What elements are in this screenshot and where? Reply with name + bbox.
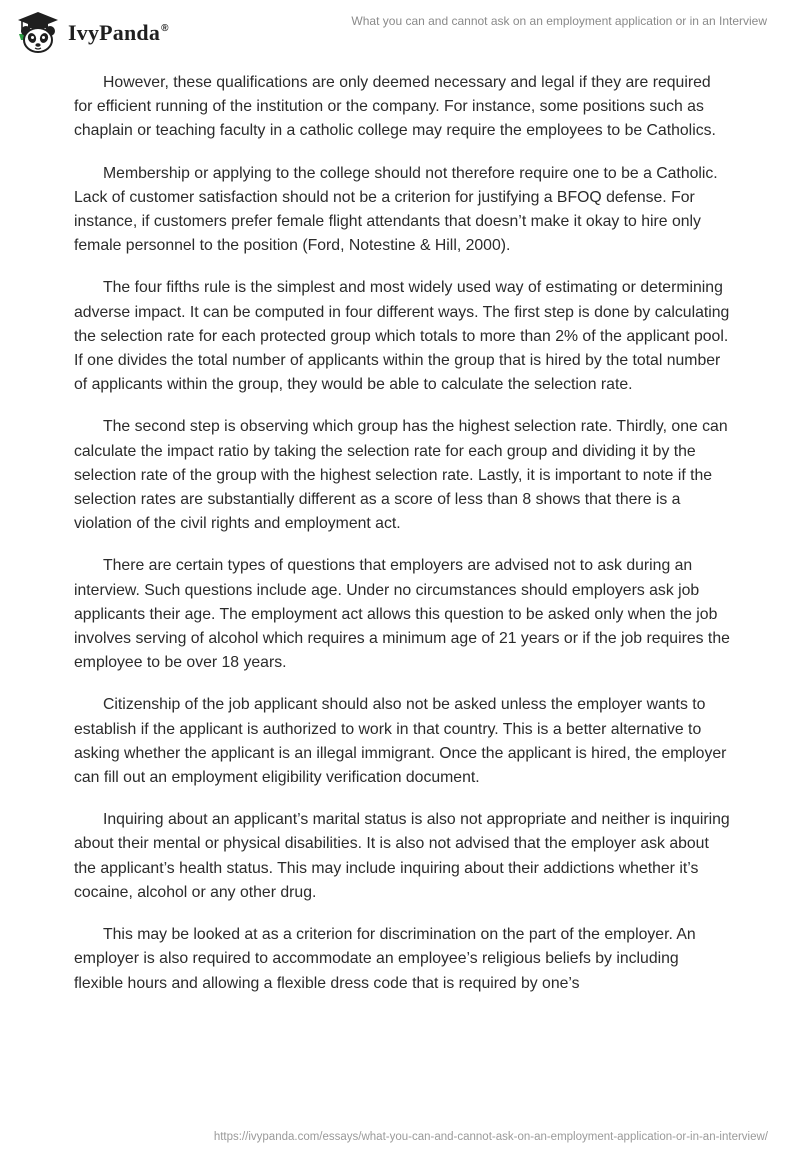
paragraph: Inquiring about an applicant’s marital status is also not appropriate and neither is inquiring about their mental or physical disabilities. It is also not advised that the employer ask about the applicant’s health status. This may include inquiring about their addictions whether it’s cocaine, alcohol or any other drug. [74, 811, 730, 901]
registered-mark: ® [161, 23, 169, 34]
paragraph: Membership or applying to the college should not therefore require one to be a Catholic. Lack of customer satisfaction should not be a criterion for justifying a BFOQ defense. For instance, if customers prefer female flight attendants that doesn’t make it okay to hire only female personnel to the position (Ford, Notestine & Hill, 2000). [74, 164, 718, 255]
paragraph: The second step is observing which group has the highest selection rate. Thirdly, one can calculate the impact ratio by taking the selection rate for each group and dividing it by the selection rate of the group with the highest selection rate. Lastly, it is important to note if the selection rates are substantially different as a score of less than 8 shows that there is a violation of the civil rights and employment act. [74, 418, 728, 533]
paragraph: Citizenship of the job applicant should also not be asked unless the employer wants to establish if the applicant is authorized to work in that country. This is a better alternative to asking whether the applicant is an illegal immigrant. Once the applicant is hired, the employer can fill out an employment eligibility verification document. [74, 696, 727, 787]
paragraph: This may be looked at as a criterion for discrimination on the part of the employer. An employer is also required to accommodate an employee’s religious beliefs by including flexible hours and allowing a flexible dress code that is required by one’s [74, 926, 696, 992]
panda-graduate-icon [14, 10, 62, 54]
page-header [0, 0, 800, 60]
source-url-link[interactable]: https://ivypanda.com/essays/what-you-can-and-cannot-ask-on-an-employment-application-or-in-an-interview/ [213, 1131, 768, 1143]
brand-name: IvyPanda® [68, 20, 169, 45]
paragraph: The four fifths rule is the simplest and most widely used way of estimating or determining adverse impact. It can be computed in four different ways. The first step is done by calculating the selection rate for each protected group which totals to more than 2% of the applicant pool. If one divides the total number of applicants within the group that is hired by the total number of applicants within the group, they would be able to calculate the selection rate. [74, 279, 730, 394]
paragraph: However, these qualifications are only deemed necessary and legal if they are required for efficient running of the institution or the company. For instance, some positions such as chaplain or teaching faculty in a catholic college may require the employees to be Catholics. [74, 74, 716, 140]
running-title: What you can and cannot ask on an employment application or in an Interview [351, 14, 767, 28]
essay-body [74, 71, 730, 1014]
paragraph: There are certain types of questions that employers are advised not to ask during an interview. Such questions include age. Under no circumstances should employers ask job applicants their age. The employment act allows this question to be asked only when the job involves serving of alcohol which requires a minimum age of 21 years or if the job requires the employee to be over 18 years. [74, 557, 730, 672]
brand-logo[interactable] [14, 10, 214, 54]
